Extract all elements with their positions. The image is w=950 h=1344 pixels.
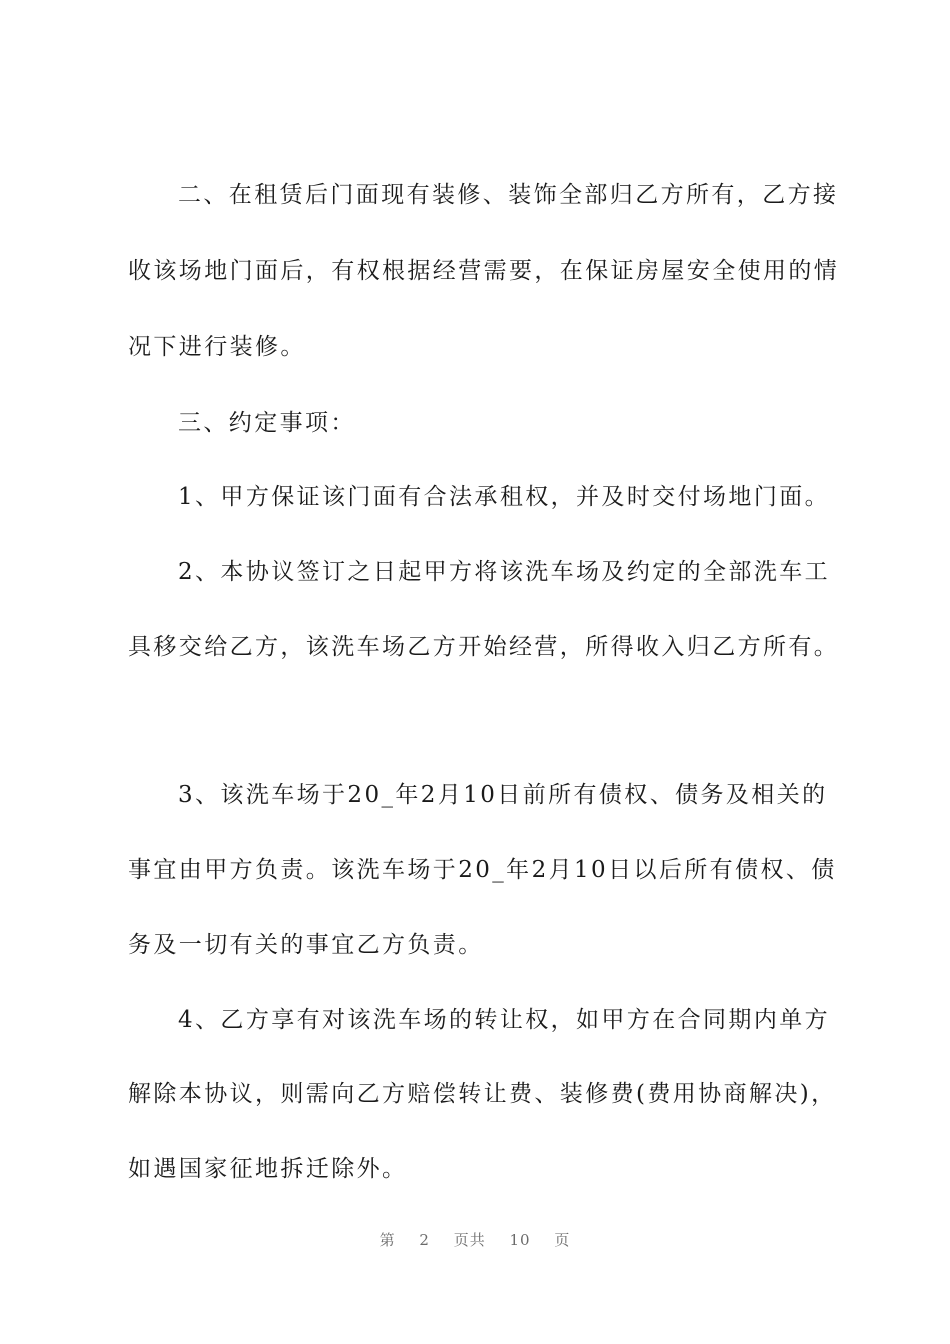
text-line: 事宜由甲方负责。该洗车场于20_年2月10日以后所有债权、债 [128,857,837,883]
text-line: 4、乙方享有对该洗车场的转让权，如甲方在合同期内单方 [178,1007,831,1033]
footer-page-number: 2 [419,1231,430,1249]
footer-total-pages: 10 [509,1231,531,1249]
text-line: 1、甲方保证该门面有合法承租权，并及时交付场地门面。 [178,484,831,510]
text-line: 二、在租赁后门面现有装修、装饰全部归乙方所有，乙方接 [178,182,839,208]
text-line: 2、本协议签订之日起甲方将该洗车场及约定的全部洗车工 [178,559,831,585]
text-line: 收该场地门面后，有权根据经营需要，在保证房屋安全使用的情 [128,258,840,284]
footer-middle: 页共 [453,1231,486,1249]
text-line: 三、约定事项： [178,410,356,436]
text-line: 况下进行装修。 [128,334,306,360]
text-line: 3、该洗车场于20_年2月10日前所有债权、债务及相关的 [178,782,828,808]
text-line: 解除本协议，则需向乙方赔偿转让费、装修费(费用协商解决)， [128,1081,837,1107]
footer-prefix: 第 [379,1231,396,1249]
text-line: 具移交给乙方，该洗车场乙方开始经营，所得收入归乙方所有。 [128,634,840,660]
page-footer [0,1229,950,1250]
footer-suffix: 页 [554,1231,571,1249]
text-line: 如遇国家征地拆迁除外。 [128,1156,408,1182]
text-line: 务及一切有关的事宜乙方负责。 [128,932,484,958]
